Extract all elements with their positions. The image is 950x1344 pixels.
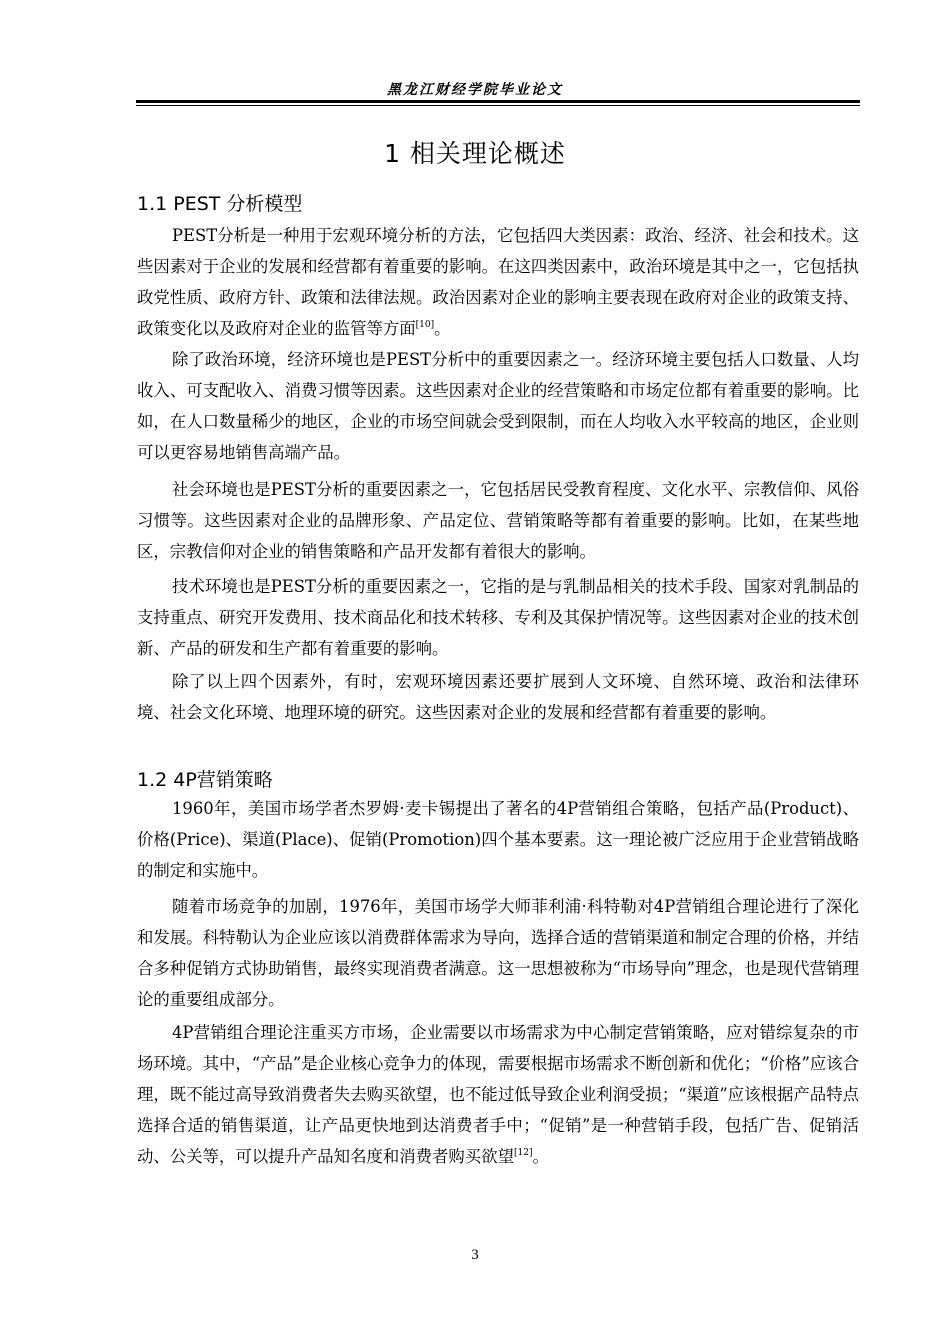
paragraph: 除了以上四个因素外，有时，宏观环境因素还要扩展到人文环境、自然环境、政治和法律环境、社会文化环境、地理环境的研究。这些因素对企业的发展和经营都有着重要的影响。 xyxy=(137,672,859,722)
paragraph: 随着市场竞争的加剧，1976年，美国市场学大师菲利浦·科特勒对4P营销组合理论进行了深化和发展。科特勒认为企业应该以消费群体需求为导向，选择合适的营销渠道和制定合理的价格，并结合多种促销方式协助销售，最终实现消费者满意。这一思想被称为“市场导向”理念，也是现代营销理论的重要组成部分。 xyxy=(137,897,859,1009)
paragraph: 1960年，美国市场学者杰罗姆·麦卡锡提出了著名的4P营销组合策略，包括产品(Product)、价格(Price)、渠道(Place)、促销(Promotion)四个基本要素。这一理论被广泛应用于企业营销战略的制定和实施中。 xyxy=(137,799,859,880)
citation-ref: [12] xyxy=(513,1148,533,1158)
paragraph: 除了政治环境，经济环境也是PEST分析中的重要因素之一。经济环境主要包括人口数量、人均收入、可支配收入、消费习惯等因素。这些因素对企业的经营策略和市场定位都有着重要的影响。比如，在人口数量稀少的地区，企业的市场空间就会受到限制，而在人均收入水平较高的地区，企业则可以更容易地销售高端产品。 xyxy=(137,350,859,462)
paragraph: 4P营销组合理论注重买方市场，企业需要以市场需求为中心制定营销策略，应对错综复杂的市场环境。其中，“产品”是企业核心竞争力的体现，需要根据市场需求不断创新和优化；“价格”应该合理，既不能过高导致消费者失去购买欲望，也不能过低导致企业利润受损；“渠道”应该根据产品特点选择合适的销售渠道，让产品更快地到达消费者手中；“促销”是一种营销手段，包括广告、促销活动、公关等，可以提升产品知名度和消费者购买欲望[12]。 xyxy=(137,1023,859,1166)
section-title-1-2: 1.2 4P营销策略 xyxy=(137,769,273,791)
chapter-title: 1 相关理论概述 xyxy=(384,139,566,168)
citation-ref: [10] xyxy=(415,320,435,330)
paragraph: 社会环境也是PEST分析的重要因素之一，它包括居民受教育程度、文化水平、宗教信仰、风俗习惯等。这些因素对企业的品牌形象、产品定位、营销策略等都有着重要的影响。比如，在某些地区，宗教信仰对企业的销售策略和产品开发都有着很大的影响。 xyxy=(137,480,859,561)
paragraph: PEST分析是一种用于宏观环境分析的方法，它包括四大类因素：政治、经济、社会和技术。这些因素对于企业的发展和经营都有着重要的影响。在这四类因素中，政治环境是其中之一，它包括执政党性质、政府方针、政策和法律法规。政治因素对企业的影响主要表现在政府对企业的政策支持、政策变化以及政府对企业的监管等方面[10]。 xyxy=(137,226,859,338)
paragraph: 技术环境也是PEST分析的重要因素之一，它指的是与乳制品相关的技术手段、国家对乳制品的支持重点、研究开发费用、技术商品化和技术转移、专利及其保护情况等。这些因素对企业的技术创新、产品的研发和生产都有着重要的影响。 xyxy=(137,577,859,658)
section-title-1-1: 1.1 PEST 分析模型 xyxy=(137,193,303,215)
page-number: 3 xyxy=(471,1247,479,1263)
header-rule-thin xyxy=(136,105,860,106)
header-rule-thick xyxy=(136,100,860,103)
running-header: 黑龙江财经学院毕业论文 xyxy=(387,82,563,98)
